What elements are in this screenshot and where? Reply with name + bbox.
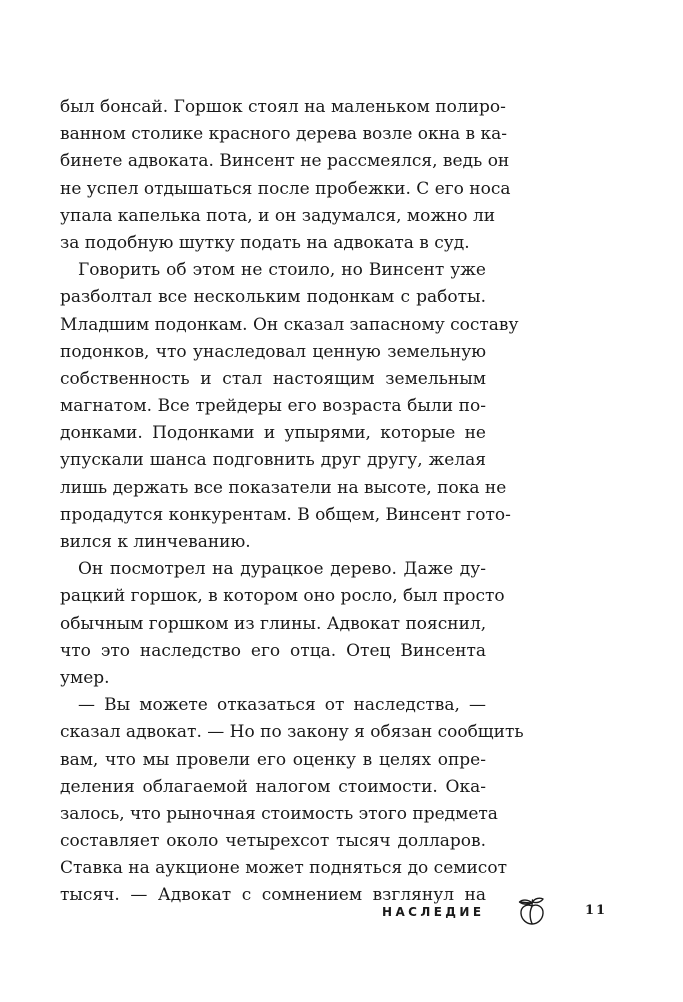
text-line: обычным горшком из глины. Адвокат пояснил, [60, 613, 487, 634]
text-line: ванном столике красного дерева возле окна в ка- [60, 124, 508, 145]
text-line: за подобную шутку подать на адвоката в суд. [60, 232, 470, 253]
text-line: был бонсай. Горшок стоял на маленьком полиро- [60, 97, 506, 117]
text-line: вам, что мы провели его оценку в целях опре- [60, 749, 486, 770]
text-line: не успел отдышаться после пробежки. С его носа [60, 178, 511, 199]
text-line: составляет около четырехсот тысяч долларов. [60, 831, 486, 852]
paragraph-2 [60, 257, 519, 556]
text-line: рацкий горшок, в котором оно росло, был просто [60, 586, 505, 607]
page-number: 11 [585, 903, 608, 918]
text-line: вился к линчеванию. [60, 532, 251, 552]
text-line: деления облагаемой налогом стоимости. Ока- [60, 776, 486, 797]
text-line: Он посмотрел на дурацкое дерево. Даже ду- [78, 559, 486, 580]
text-line: Ставка на аукционе может подняться до семисот [60, 858, 507, 879]
text-line: умер. [60, 667, 110, 688]
text-line: сказал адвокат. — Но по закону я обязан сообщить [60, 722, 524, 743]
text-line: — Вы можете отказаться от наследства, — [78, 695, 486, 716]
text-line: упала капелька пота, и он задумался, можно ли [60, 205, 496, 226]
text-line: тысяч. — Адвокат с сомнением взглянул на [60, 885, 486, 906]
text-line: разболтал все нескольким подонкам с работы. [60, 287, 486, 308]
text-line: Младшим подонкам. Он сказал запасному составу [60, 314, 519, 335]
paragraph-1 [60, 94, 511, 257]
text-line: донками. Подонками и упырями, которые не [60, 423, 486, 444]
body-text [60, 94, 524, 910]
text-line: бинете адвоката. Винсент не рассмеялся, ведь он [60, 151, 510, 172]
text-line: Говорить об этом не стоило, но Винсент уже [78, 260, 486, 281]
paragraph-4 [60, 692, 524, 910]
text-line: лишь держать все показатели на высоте, пока не [60, 477, 507, 498]
paragraph-3 [60, 556, 505, 692]
text-line: что это наследство его отца. Отец Винсента [60, 640, 486, 661]
text-line: подонков, что унаследовал ценную земельную [60, 341, 486, 362]
text-line: упускали шанса подговнить друг другу, желая [60, 450, 486, 471]
text-line: залось, что рыночная стоимость этого предмета [60, 803, 498, 824]
text-line: магнатом. Все трейдеры его возраста были по- [60, 396, 486, 417]
text-line: собственность и стал настоящим земельным [60, 368, 486, 389]
peach-icon [515, 894, 549, 928]
text-line: продадутся конкурентам. В общем, Винсент гото- [60, 504, 511, 525]
running-title: НАСЛЕДИЕ [382, 905, 485, 919]
